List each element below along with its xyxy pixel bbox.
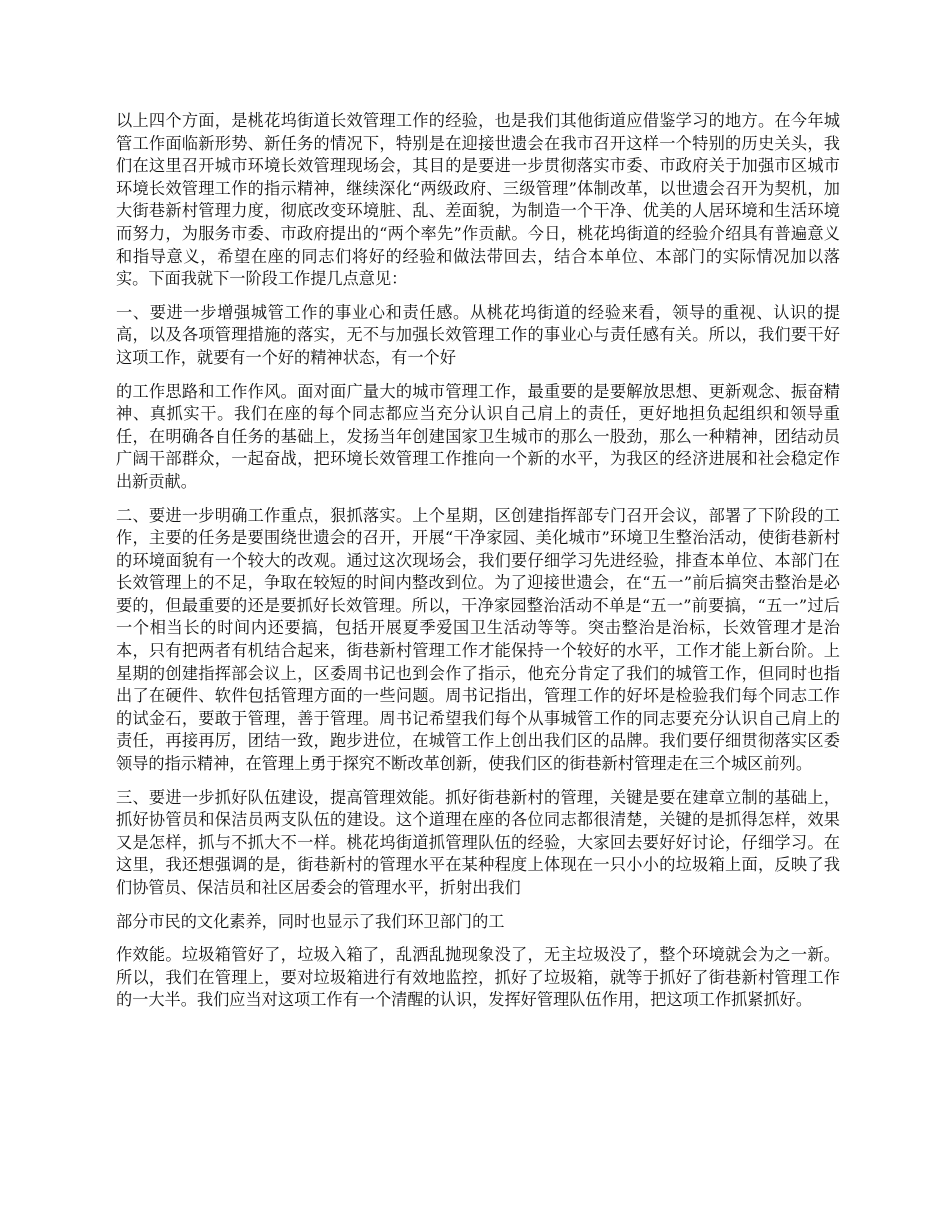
- paragraph-intro: 以上四个方面，是桃花坞街道长效管理工作的经验，也是我们其他街道应借鉴学习的地方。在今年城管工作面临新形势、新任务的情况下，特别是在迎接世遗会在我市召开这样一个特别的历史关头，我们在这里召开城市环境长效管理现场会，其目的是要进一步贯彻落实市委、市政府关于加强市区城市环境长效管理工作的指示精神，继续深化“两级政府、三级管理”体制改革，以世遗会召开为契机，加大街巷新村管理力度，彻底改变环境脏、乱、差面貌，为制造一个干净、优美的人居环境和生活环境而努力，为服务市委、市政府提出的“两个率先”作贡献。今日，桃花坞街道的经验介绍具有普遍意义和指导意义，希望在座的同志们将好的经验和做法带回去，结合本单位、本部门的实际情况加以落实。下面我就下一阶段工作提几点意见：: [116, 111, 840, 289]
- paragraph-point-one: 一、要进一步增强城管工作的事业心和责任感。从桃花坞街道的经验来看，领导的重视、认识的提高，以及各项管理措施的落实，无不与加强长效管理工作的事业心与责任感有关。所以，我们要干好这项工作，就要有一个好的精神状态，有一个好: [116, 302, 840, 367]
- paragraph-point-two: 二、要进一步明确工作重点，狠抓落实。上个星期，区创建指挥部专门召开会议，部署了下阶段的工作，主要的任务是要围绕世遗会的召开，开展“干净家园、美化城市”环境卫生整治活动，使街巷新村的环境面貌有一个较大的改观。通过这次现场会，我们要仔细学习先进经验，排查本单位、本部门在长效管理上的不足，争取在较短的时间内整改到位。为了迎接世遗会，在“五一”前后搞突击整治是必要的，但最重要的还是要抓好长效管理。所以，干净家园整治活动不单是“五一”前要搞，“五一”过后一个相当长的时间内还要搞，包括开展夏季爱国卫生活动等等。突击整治是治标，长效管理才是治本，只有把两者有机结合起来，街巷新村管理工作才能保持一个较好的水平，工作才能上新台阶。上星期的创建指挥部会议上，区委周书记也到会作了指示，他充分肯定了我们的城管工作，但同时也指出了在硬件、软件包括管理方面的一些问题。周书记指出，管理工作的好坏是检验我们每个同志工作的试金石，要敢于管理，善于管理。周书记希望我们每个从事城管工作的同志要充分认识自己肩上的责任，再接再厉，团结一致，跑步进位，在城管工作上创出我们区的品牌。我们要仔细贯彻落实区委领导的指示精神，在管理上勇于探究不断改革创新，使我们区的街巷新村管理走在三个城区前列。: [116, 505, 840, 774]
- paragraph-point-one-continued: 的工作思路和工作作风。面对面广量大的城市管理工作，最重要的是要解放思想、更新观念、振奋精神、真抓实干。我们在座的每个同志都应当充分认识自己肩上的责任，更好地担负起组织和领导重任，在明确各自任务的基础上，发扬当年创建国家卫生城市的那么一股劲，那么一种精神，团结动员广阔干部群众，一起奋战，把环境长效管理工作推向一个新的水平，为我区的经济进展和社会稳定作出新贡献。: [116, 381, 840, 491]
- paragraph-point-three-continued: 作效能。垃圾箱管好了，垃圾入箱了，乱洒乱抛现象没了，无主垃圾没了，整个环境就会为之一新。所以，我们在管理上，要对垃圾箱进行有效地监控，抓好了垃圾箱，就等于抓好了街巷新村管理工作的一大半。我们应当对这项工作有一个清醒的认识，发挥好管理队伍作用，把这项工作抓紧抓好。: [116, 945, 840, 1010]
- paragraph-point-three-fragment: 部分市民的文化素养，同时也显示了我们环卫部门的工: [116, 911, 505, 931]
- paragraph-point-three: 三、要进一步抓好队伍建设，提高管理效能。抓好街巷新村的管理，关键是要在建章立制的基础上，抓好协管员和保洁员两支队伍的建设。这个道理在座的各位同志都很清楚，关键的是抓得怎样，效果又是怎样，抓与不抓大不一样。桃花坞街道抓管理队伍的经验，大家回去要好好讨论，仔细学习。在这里，我还想强调的是，街巷新村的管理水平在某种程度上体现在一只小小的垃圾箱上面，反映了我们协管员、保洁员和社区居委会的管理水平，折射出我们: [116, 787, 840, 897]
- document-page: [116, 110, 840, 1023]
